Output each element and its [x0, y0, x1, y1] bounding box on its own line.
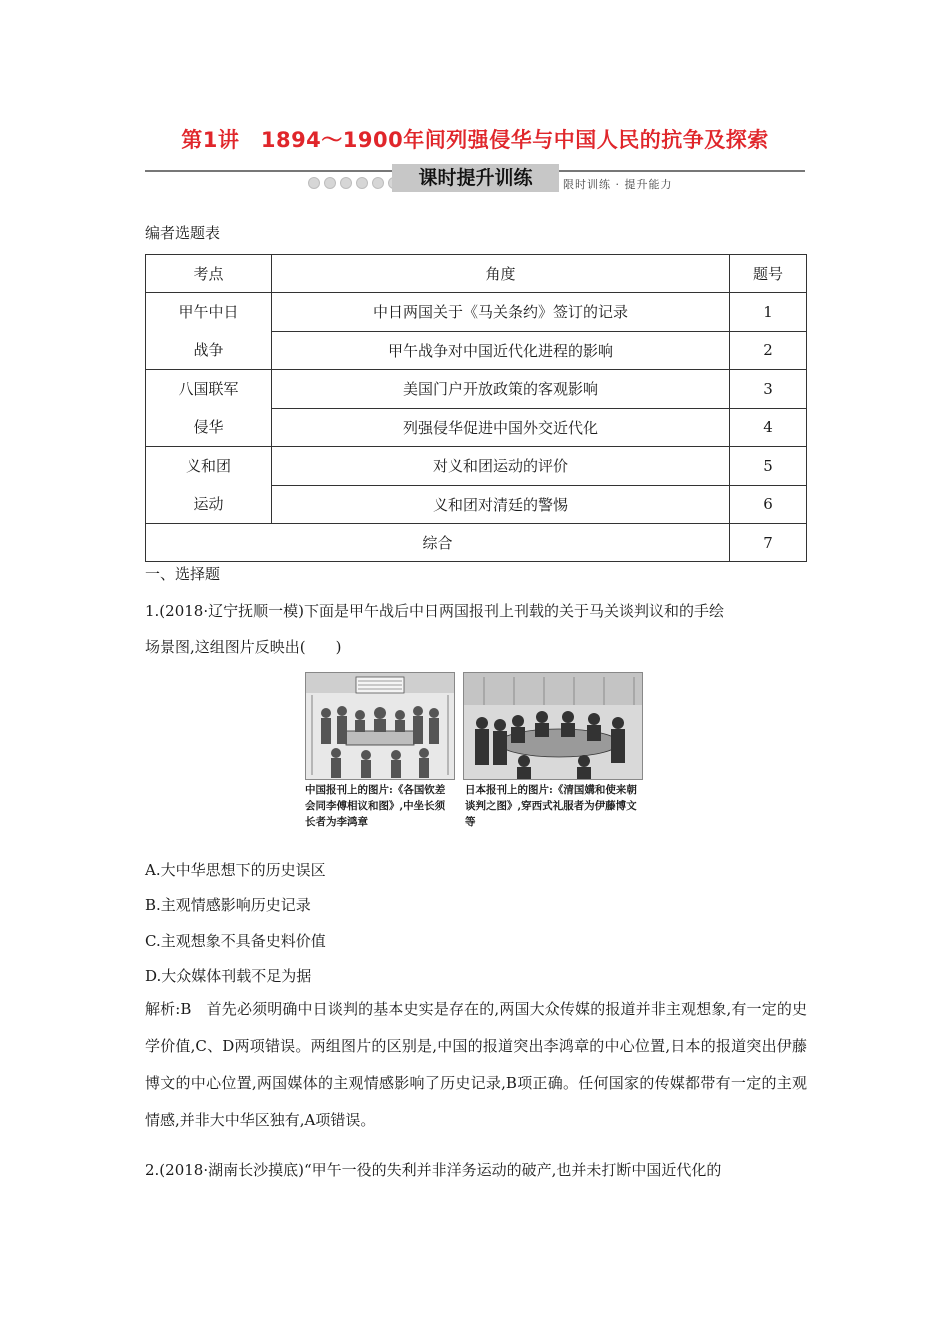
section-heading: 一、选择题 [145, 565, 221, 583]
header-cell: 角度 [272, 255, 730, 293]
question-2-stem: 2.(2018·湖南长沙摸底)“甲午一役的失利并非洋务运动的破产,也并未打断中国近代化的 [145, 1161, 722, 1179]
number-cell: 6 [730, 485, 807, 524]
chinese-newspaper-illustration [305, 672, 455, 780]
summary-cell: 综合 [146, 524, 730, 562]
number-cell: 5 [730, 447, 807, 486]
topic-table [145, 254, 807, 562]
number-cell: 4 [730, 408, 807, 447]
option-d: D.大众媒体刊载不足为据 [145, 967, 312, 985]
header-cell: 题号 [730, 255, 807, 293]
number-cell: 1 [730, 293, 807, 332]
angle-cell: 甲午战争对中国近代化进程的影响 [272, 331, 730, 370]
page-title: 第1讲 1894～1900年间列强侵华与中国人民的抗争及探索 [181, 128, 769, 152]
number-cell: 7 [730, 524, 807, 562]
banner-dots [308, 177, 400, 189]
angle-cell: 美国门户开放政策的客观影响 [272, 370, 730, 409]
banner-slogan: 限时训练 · 提升能力 [563, 178, 673, 191]
angle-cell: 列强侵华促进中国外交近代化 [272, 408, 730, 447]
figure-caption-right: 日本报刊上的图片:《清国媾和使来朝谈判之图》,穿西式礼服者为伊藤博文等 [465, 784, 637, 828]
angle-cell: 义和团对清廷的警惕 [272, 485, 730, 524]
topic-area-cell [146, 293, 272, 370]
dot-icon [324, 177, 336, 189]
dot-icon [308, 177, 320, 189]
table-header-row [146, 255, 807, 293]
dot-icon [340, 177, 352, 189]
topic-area-line: 运动 [193, 495, 224, 513]
dot-icon [372, 177, 384, 189]
option-a: A.大中华思想下的历史误区 [145, 861, 326, 879]
angle-cell: 中日两国关于《马关条约》签订的记录 [272, 293, 730, 332]
question-1-figures [305, 672, 645, 832]
table-row [146, 370, 807, 409]
topic-area-line: 甲午中日 [178, 303, 239, 321]
topic-area-line: 侵华 [193, 418, 224, 436]
option-b: B.主观情感影响历史记录 [145, 896, 311, 914]
topic-area-line: 战争 [193, 341, 224, 359]
number-cell: 3 [730, 370, 807, 409]
header-cell: 考点 [146, 255, 272, 293]
section-banner [145, 164, 805, 198]
table-caption: 编者选题表 [145, 224, 221, 242]
question-1-analysis: 解析:B 首先必须明确中日谈判的基本史实是存在的,两国大众传媒的报道并非主观想象,有一定的史学价值,C、D两项错误。两组图片的区别是,中国的报道突出李鸿章的中心位置,日本的报道突出伊藤博文的中心位置,两国媒体的主观情感影响了历史记录,B项正确。任何国家的传媒都带有一定的主观情感,并非大中华区独有,A项错误。 [145, 1000, 807, 1129]
japanese-newspaper-illustration [463, 672, 643, 780]
angle-cell: 对义和团运动的评价 [272, 447, 730, 486]
banner-heading: 课时提升训练 [392, 164, 559, 192]
topic-area-cell [146, 447, 272, 524]
topic-area-line: 八国联军 [178, 380, 239, 398]
table-row [146, 447, 807, 486]
option-c: C.主观想象不具备史料价值 [145, 932, 326, 950]
question-1-stem: 1.(2018·辽宁抚顺一模)下面是甲午战后中日两国报刊上刊载的关于马关谈判议和的手绘 [145, 602, 724, 620]
number-cell: 2 [730, 331, 807, 370]
table-summary-row [146, 524, 807, 562]
question-1-stem-cont: 场景图,这组图片反映出( ) [145, 638, 342, 656]
figure-caption-left: 中国报刊上的图片:《各国钦差会同李傅相议和图》,中坐长须长者为李鸿章 [305, 784, 446, 828]
topic-area-line: 义和团 [185, 457, 231, 475]
dot-icon [356, 177, 368, 189]
topic-area-cell [146, 370, 272, 447]
table-row [146, 293, 807, 332]
